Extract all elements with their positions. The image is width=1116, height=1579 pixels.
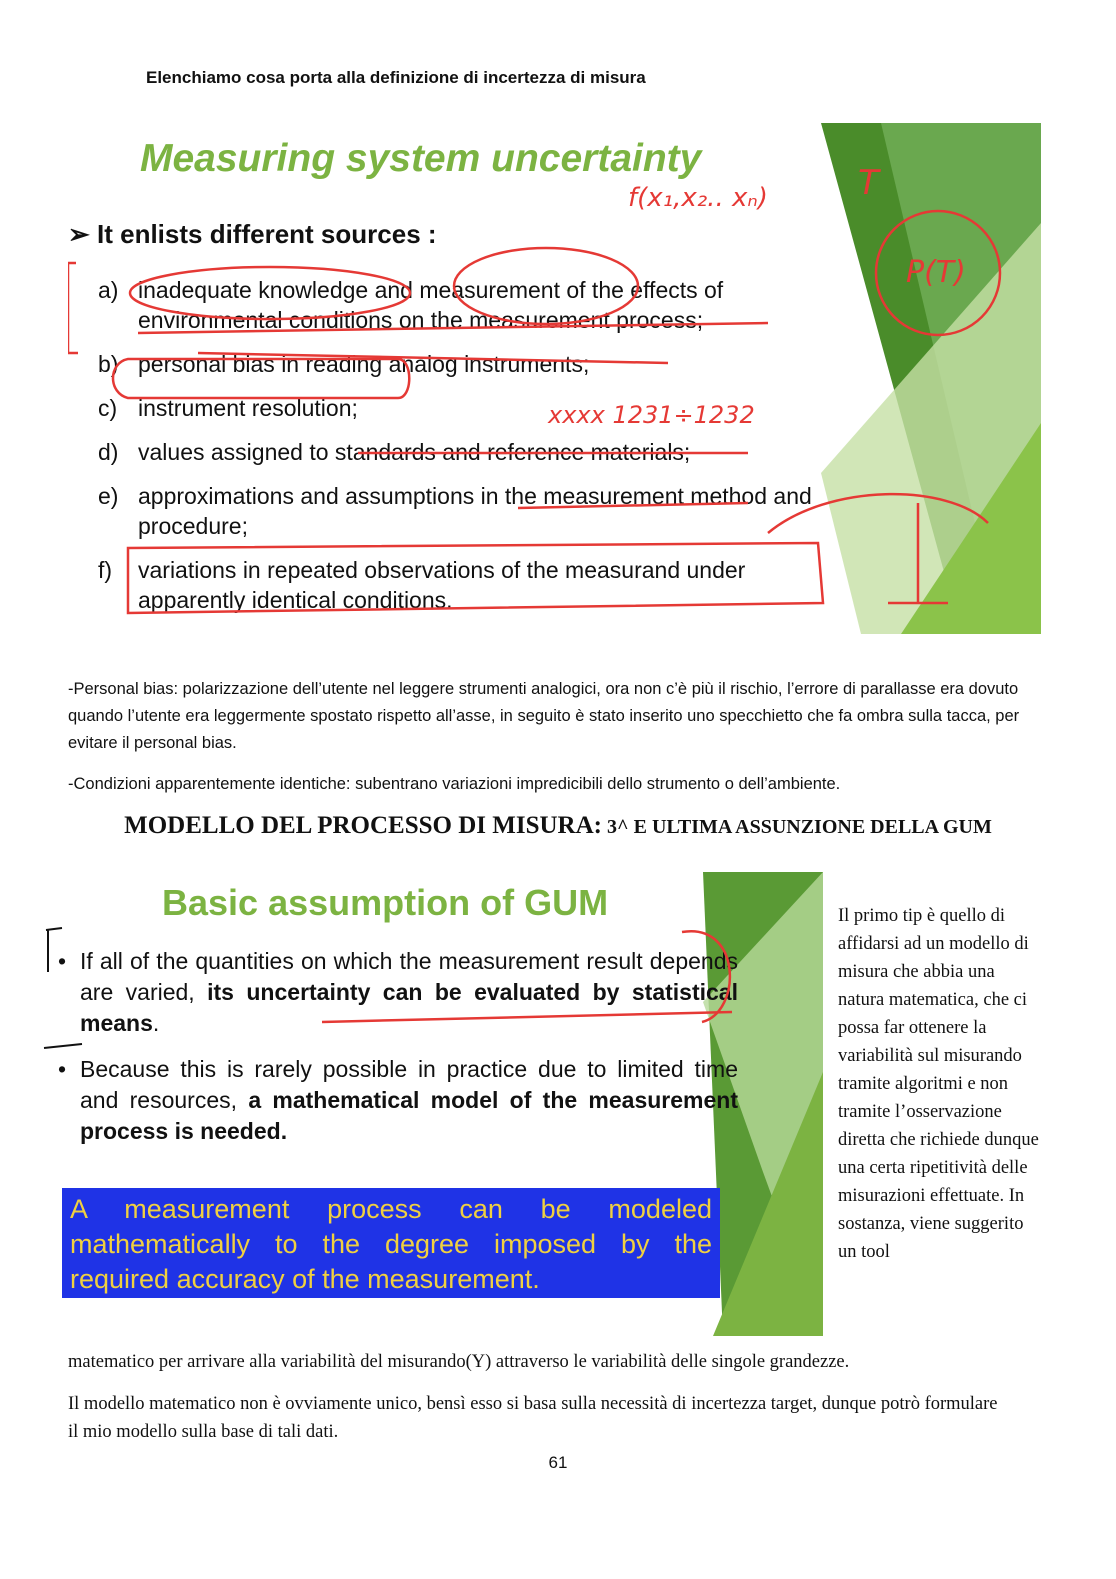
bullet-statistical: • If all of the quantities on which the measurement result depends are varied, its uncertainty can be evaluated by statistical means. (58, 948, 738, 1036)
note-personal-bias: -Personal bias: polarizzazione dell’utente nel leggere strumenti analogici, ora non c’è più il rischio, l’errore di parallasse era dovuto quando l’utente era leggermente spostato rispetto all’asse, in seguito è stato inserito uno specchietto che fa ombra sulla tacca, per evitare il personal bias. (68, 680, 1020, 752)
continuation-text: matematico per arrivare alla variabilità del misurando(Y) attraverso le variabilità delle singole grandezze. (68, 1352, 850, 1372)
slide2-title: Basic assumption of GUM (162, 882, 609, 923)
slide1-title: Measuring system uncertainty (140, 137, 702, 180)
highlight-box: A measurement process can be modeled mathematically to the degree imposed by the required accuracy of the measurement. (62, 1188, 720, 1298)
list-item: b) personal bias in reading analog instruments; (98, 351, 590, 377)
list-item: a) inadequate knowledge and measurement of the effects of environmental conditions on the measurement process; (98, 277, 724, 333)
slide-measuring-uncertainty (68, 123, 1041, 634)
temperature-annotation: T (858, 163, 879, 203)
sources-list (98, 275, 838, 629)
section-heading (0, 812, 1116, 840)
heading-main: MODELLO DEL PROCESSO DI MISURA: (124, 812, 602, 839)
page-number: 61 (548, 1453, 568, 1472)
slide-basic-assumption-gum (42, 872, 823, 1336)
pressure-annotation: P(T) (906, 255, 966, 290)
intro-line: Elenchiamo cosa porta alla definizione di incertezza di misura (146, 68, 646, 87)
list-item: c) instrument resolution; (98, 395, 358, 421)
heading-secondary: 3^ E ULTIMA ASSUNZIONE DELLA GUM (601, 816, 992, 838)
list-item: f) variations in repeated observations of the measurand under apparently identical conditions. (98, 557, 746, 613)
note-identical-conditions: -Condizioni apparentemente identiche: subentrano variazioni impredicibili dello strumento o dell’ambiente. (68, 775, 841, 793)
red-ink-annotations (42, 872, 823, 1336)
resolution-annotation: xxxx 1231÷1232 (548, 401, 755, 429)
slide-green-decoration (821, 123, 1041, 634)
side-text: Il primo tip è quello di affidarsi ad un modello di misura che abbia una natura matematica, che ci possa far ottenere la variabilità sul misurando tramite algoritmi e non tramite l’osservazione diretta che richiede dunque una certa ripetitività delle misurazioni effettuate. In sostanza, viene suggerito un tool (838, 906, 1039, 1262)
list-item: d) values assigned to standards and reference materials; (98, 439, 691, 465)
formula-annotation: f(x₁,x₂.. xₙ) (628, 183, 768, 213)
final-paragraph: Il modello matematico non è ovviamente unico, bensì esso si basa sulla necessità di incertezza target, dunque potrò formulare il mio modello sulla base di tali dati. (68, 1394, 998, 1442)
bullet-mathematical-model: • Because this is rarely possible in practice due to limited time and resources, a mathematical model of the measurement process is needed. (58, 1056, 738, 1144)
slide1-subtitle: ➢ It enlists different sources : (68, 219, 437, 249)
list-item: e) approximations and assumptions in the measurement method and procedure; (98, 483, 812, 539)
